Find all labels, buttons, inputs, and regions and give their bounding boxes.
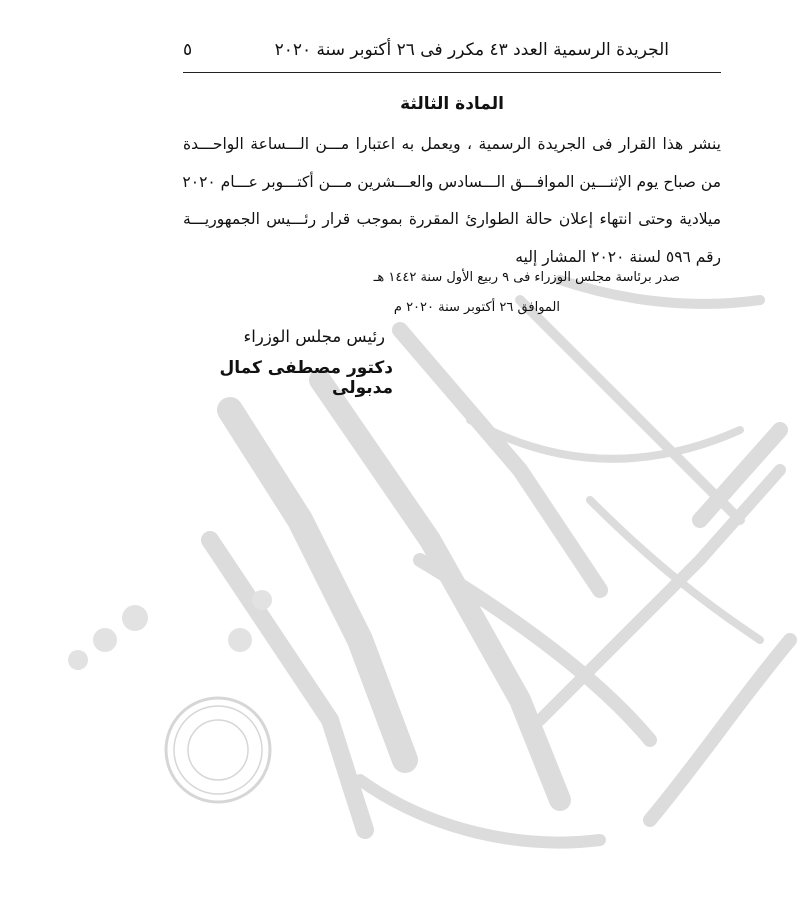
- article-body-line: ينشر هذا القرار فى الجريدة الرسمية ، ويعمل به اعتبارا مـــن الـــساعة الواحـــدة: [183, 135, 721, 153]
- article-body-line: ميلادية وحتى انتهاء إعلان حالة الطوارئ المقررة بموجب قرار رئـــيس الجمهوريـــة: [183, 210, 721, 228]
- header-divider: [183, 72, 721, 73]
- page-header: [183, 38, 721, 66]
- issuance-date: الموافق ٢٦ أكتوبر سنة ٢٠٢٠ م: [393, 300, 560, 315]
- issuance-line: صدر برئاسة مجلس الوزراء فى ٩ ربيع الأول سنة ١٤٤٢ هـ: [373, 270, 680, 285]
- signer-title: رئيس مجلس الوزراء: [243, 327, 385, 346]
- signer-name: دكتور مصطفى كمال مدبولى: [219, 358, 393, 398]
- article-body-line: من صباح يوم الإثنـــين الموافـــق الـــسادس والعـــشرين مـــن أكتـــوبر عـــام ٢٠٢٠: [182, 172, 721, 191]
- article-body: [183, 126, 721, 276]
- article-body-line: رقم ٥٩٦ لسنة ٢٠٢٠ المشار إليه: [515, 247, 721, 266]
- header-title: الجريدة الرسمية العدد ٤٣ مكرر فى ٢٦ أكتوبر سنة ٢٠٢٠: [274, 40, 669, 60]
- article-title: المادة الثالثة: [400, 94, 504, 114]
- page-number: ٥: [183, 40, 193, 60]
